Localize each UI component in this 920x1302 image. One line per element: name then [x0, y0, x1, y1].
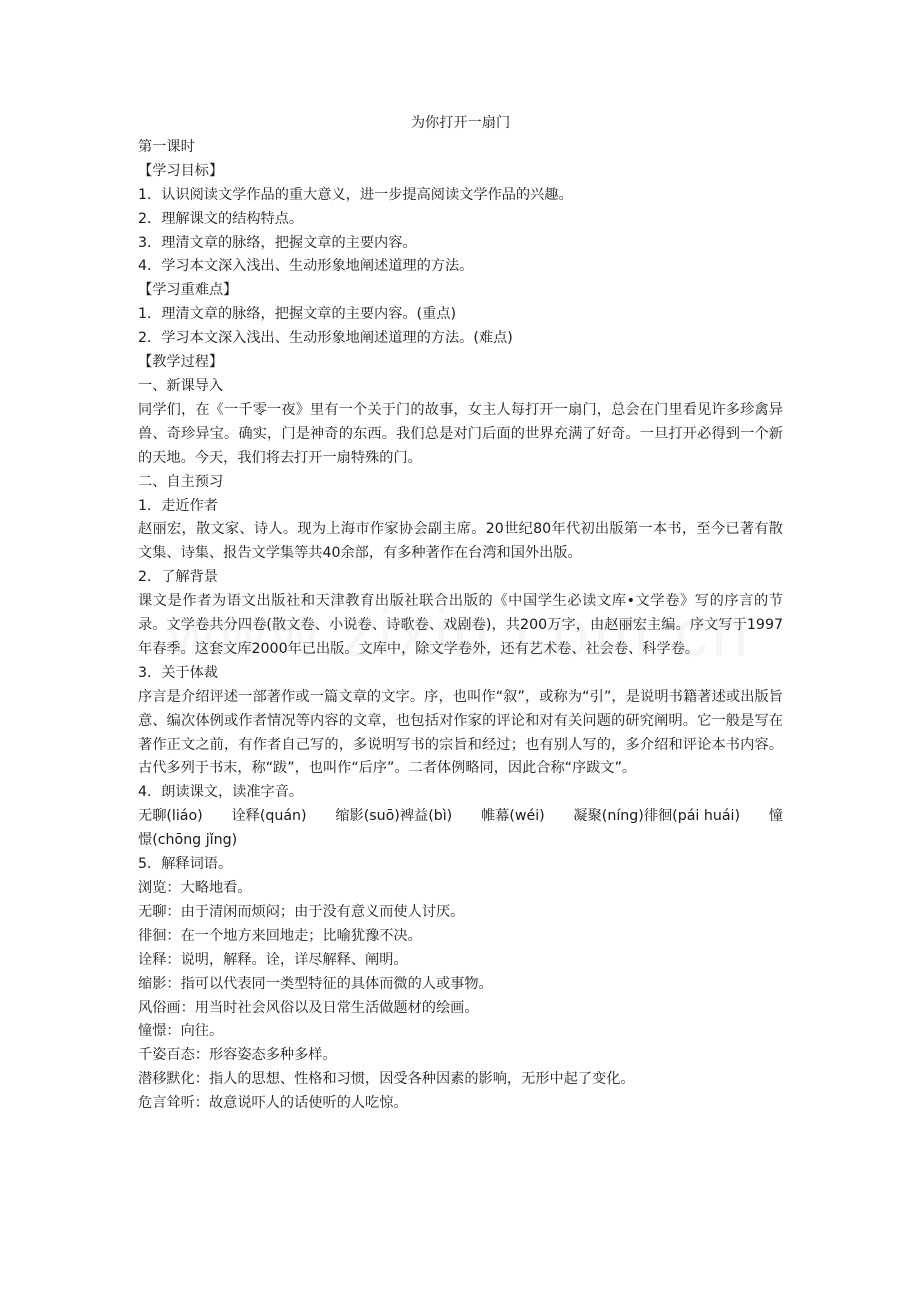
- pinyin-item: 憧: [768, 808, 783, 825]
- process-heading: 【教学过程】: [138, 354, 224, 371]
- vocab-item: 无聊：由于清闲而烦闷；由于没有意义而使人讨厌。: [138, 903, 465, 920]
- genre-heading: 3．关于体裁: [138, 664, 218, 681]
- key-point-item: 2．学习本文深入浅出、生动形象地阐述道理的方法。(难点): [138, 330, 513, 347]
- key-point-item: 1．理清文章的脉络，把握文章的主要内容。(重点): [138, 306, 457, 323]
- genre-paragraph: 序言是介绍评述一部著作或一篇文章的文字。序，也叫作“叙”，或称为“引”，是说明书籍著述或出版旨意、编次体例或作者情况等内容的文章，也包括对作家的评论和对有关问题的研究阐明。它一般是写在著作正文之前，有作者自己写的，多说明写书的宗旨和经过；也有别人写的，多介绍和评论本书内容。古代多列于书末，称“跋”，也叫作“后序”。二者体例略同，因此合称“序跋文”。: [138, 688, 783, 777]
- vocab-item: 危言耸听：故意说吓人的话使听的人吃惊。: [138, 1095, 408, 1112]
- preview-heading: 二、自主预习: [138, 473, 224, 490]
- document-page: [138, 112, 783, 1116]
- key-points-heading: 【学习重难点】: [138, 282, 238, 299]
- vocab-item: 潜移默化：指人的思想、性格和习惯，因受各种因素的影响，无形中起了变化。: [138, 1071, 635, 1088]
- vocab-item: 憧憬：向往。: [138, 1023, 224, 1040]
- goal-item: 2．理解课文的结构特点。: [138, 210, 304, 227]
- vocab-item: 千姿百态：形容姿态多种多样。: [138, 1047, 337, 1064]
- vocab-item: 缩影：指可以代表同一类型特征的具体而微的人或事物。: [138, 975, 493, 992]
- vocab-item: 浏览：大略地看。: [138, 880, 252, 896]
- author-heading: 1．走近作者: [138, 497, 218, 514]
- goal-item: 3．理清文章的脉络，把握文章的主要内容。: [138, 234, 417, 251]
- pinyin-item: 帷幕(wéi): [480, 808, 545, 825]
- reading-heading: 4．朗读课文，读准字音。: [138, 784, 304, 801]
- document-title: 为你打开一扇门: [410, 115, 511, 131]
- goals-heading: 【学习目标】: [138, 162, 224, 179]
- background-paragraph: 课文是作者为语文出版社和天津教育出版社联合出版的《中国学生必读文库•文学卷》写的序言的节录。文学卷共分四卷(散文卷、小说卷、诗歌卷、戏剧卷)，共200万字，由赵丽宏主编。序文写于1997年春季。这套文库2000年已出版。文库中，除文学卷外，还有艺术卷、社会卷、科学卷。: [138, 593, 783, 657]
- pinyin-continuation: 憬(chōng jǐng): [138, 832, 238, 849]
- goal-item: 4．学习本文深入浅出、生动形象地阐述道理的方法。: [138, 258, 474, 275]
- vocab-item: 诠释：说明，解释。诠，详尽解释、阐明。: [138, 951, 408, 968]
- pinyin-item: 缩影(suō)裨益(bì): [335, 808, 453, 825]
- goal-item: 1．认识阅读文学作品的重大意义，进一步提高阅读文学作品的兴趣。: [138, 186, 573, 203]
- pinyin-item: 凝聚(níng)徘徊(pái huái): [573, 808, 741, 825]
- lesson-label: 第一课时: [138, 138, 195, 155]
- pinyin-item: 无聊(liáo): [138, 808, 203, 825]
- pinyin-line: [138, 805, 783, 829]
- author-paragraph: 赵丽宏，散文家、诗人。现为上海市作家协会副主席。20世纪80年代初出版第一本书，至今已著有散文集、诗集、报告文学集等共40余部，有多种著作在台湾和国外出版。: [138, 521, 783, 562]
- pinyin-item: 诠释(quán): [231, 808, 307, 825]
- vocab-heading: 5．解释词语。: [138, 856, 233, 873]
- vocab-item: 徘徊：在一个地方来回地走；比喻犹豫不决。: [138, 927, 422, 944]
- intro-heading: 一、新课导入: [138, 377, 224, 394]
- intro-paragraph: 同学们，在《一千零一夜》里有一个关于门的故事，女主人每打开一扇门，总会在门里看见许多珍禽异兽、奇珍异宝。确实，门是神奇的东西。我们总是对门后面的世界充满了好奇。一旦打开必得到一个新的天地。今天，我们将去打开一扇特殊的门。: [138, 401, 783, 466]
- background-heading: 2．了解背景: [138, 569, 218, 586]
- vocab-item: 风俗画：用当时社会风俗以及日常生活做题材的绘画。: [138, 999, 479, 1016]
